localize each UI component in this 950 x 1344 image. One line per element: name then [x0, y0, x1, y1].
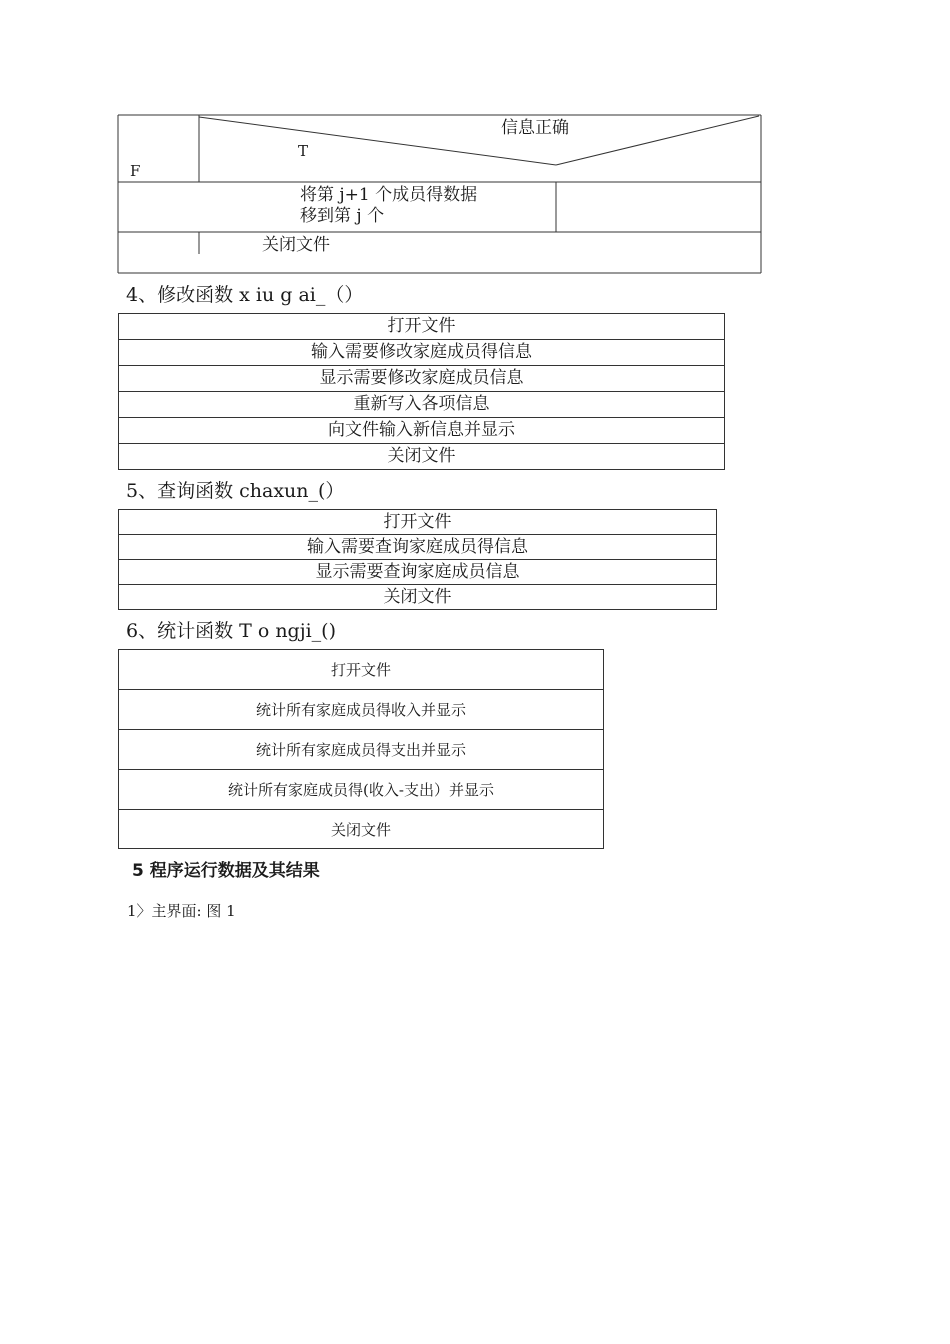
table-row: 向文件输入新信息并显示: [119, 418, 724, 444]
table-row: 打开文件: [119, 510, 716, 535]
section4-table: [118, 313, 725, 470]
section5-heading: 5、查询函数 chaxun_(）: [126, 480, 345, 502]
close-file-step: 关闭文件: [262, 235, 330, 255]
move-data-line1: 将第 j+1 个成员得数据: [300, 185, 478, 205]
table-row: 显示需要查询家庭成员信息: [119, 560, 716, 585]
table-row: 统计所有家庭成员得(收入-支出）并显示: [119, 770, 603, 810]
section6-heading: 6、统计函数 T o ngji_(): [126, 620, 337, 642]
table-row: 打开文件: [119, 650, 603, 690]
move-data-line2: 移到第 j 个: [300, 206, 385, 226]
nsd-lines: [0, 0, 950, 280]
table-row: 输入需要修改家庭成员得信息: [119, 340, 724, 366]
chapter5-heading: 5 程序运行数据及其结果: [132, 861, 320, 881]
main-interface-caption: 1〉主界面: 图 1: [127, 902, 236, 920]
section5-table: [118, 509, 717, 610]
table-row: 显示需要修改家庭成员信息: [119, 366, 724, 392]
table-row: 关闭文件: [387, 446, 456, 466]
table-row: 关闭文件: [383, 587, 452, 607]
table-row: 重新写入各项信息: [119, 392, 724, 418]
table-row: 统计所有家庭成员得收入并显示: [119, 690, 603, 730]
table-row: 打开文件: [119, 314, 724, 340]
condition-label: 信息正确: [501, 118, 569, 138]
true-branch-label: T: [298, 142, 309, 160]
section4-heading: 4、修改函数 x iu g ai_（）: [126, 284, 364, 306]
section6-table: [118, 649, 604, 849]
false-branch-label: F: [130, 162, 141, 180]
table-row: 关闭文件: [330, 821, 391, 839]
table-row: 输入需要查询家庭成员得信息: [119, 535, 716, 560]
table-row: 统计所有家庭成员得支出并显示: [119, 730, 603, 770]
